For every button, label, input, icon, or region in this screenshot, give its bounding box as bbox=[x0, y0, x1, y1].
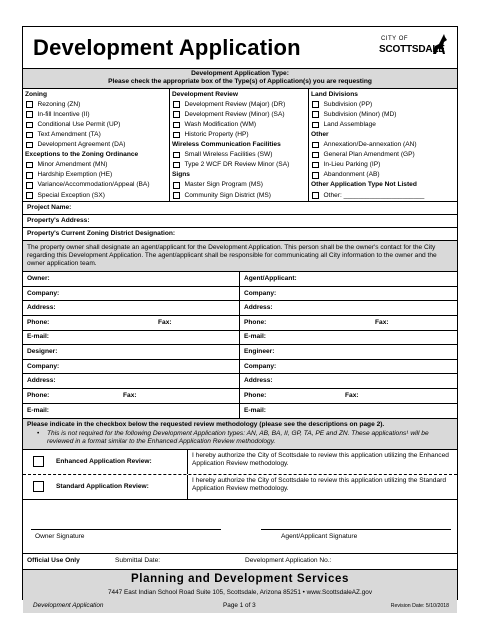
contact-field[interactable] bbox=[240, 374, 457, 389]
type-checkbox[interactable] bbox=[173, 192, 180, 199]
logo-name-text: SCOTTSDALE bbox=[379, 44, 445, 55]
type-group-label: Wireless Communication Facilities bbox=[172, 141, 281, 149]
contact-field-label: Owner: bbox=[27, 275, 50, 283]
type-option bbox=[309, 160, 457, 170]
type-option-label: Minor Amendment (MN) bbox=[37, 161, 108, 169]
type-checkbox[interactable] bbox=[312, 162, 319, 169]
type-option bbox=[23, 170, 169, 180]
contact-field-label: Engineer: bbox=[244, 348, 275, 356]
type-checkbox[interactable] bbox=[173, 122, 180, 129]
footer bbox=[23, 570, 457, 613]
type-option bbox=[309, 100, 457, 110]
contact-field[interactable] bbox=[23, 345, 239, 360]
type-option-label: Hardship Exemption (HE) bbox=[37, 171, 113, 179]
type-option-label: Development Review (Major) (DR) bbox=[184, 100, 286, 108]
contact-field-label: Phone: bbox=[27, 318, 50, 326]
enhanced-review-text: I hereby authorize the City of Scottsdale to review this application utilizing the Enhanced Application Review methodology. bbox=[187, 450, 457, 474]
page-number: Page 1 of 3 bbox=[223, 601, 256, 609]
type-option-label: Type 2 WCF DR Review Minor (SA) bbox=[184, 161, 290, 169]
type-checkbox[interactable] bbox=[312, 142, 319, 149]
type-option bbox=[23, 120, 169, 130]
type-checkbox[interactable] bbox=[26, 172, 33, 179]
type-option-label: Special Exception (SX) bbox=[37, 191, 105, 199]
owner-contact-column bbox=[23, 272, 240, 418]
contact-field-label: Address: bbox=[244, 304, 273, 312]
enhanced-review-label: Enhanced Application Review: bbox=[56, 457, 152, 465]
type-checkbox[interactable] bbox=[26, 101, 33, 108]
property-address-field[interactable]: Property's Address: bbox=[23, 215, 457, 228]
contact-field-label: Company: bbox=[27, 362, 60, 370]
type-column-zoning bbox=[23, 89, 170, 200]
type-option bbox=[23, 100, 169, 110]
contact-field-label: E-mail: bbox=[27, 406, 49, 414]
contact-field-label: E-mail: bbox=[244, 406, 266, 414]
type-option bbox=[309, 190, 457, 200]
type-option bbox=[23, 160, 169, 170]
contact-field-label: E-mail: bbox=[27, 333, 49, 341]
type-option bbox=[170, 180, 308, 190]
type-option bbox=[170, 190, 308, 200]
type-checkbox[interactable] bbox=[312, 172, 319, 179]
application-type-table bbox=[23, 89, 457, 201]
contact-field[interactable] bbox=[240, 331, 457, 346]
type-checkbox[interactable] bbox=[26, 142, 33, 149]
type-option bbox=[309, 110, 457, 120]
scottsdale-logo bbox=[379, 32, 449, 64]
type-option bbox=[170, 150, 308, 160]
standard-review-text: I hereby authorize the City of Scottsdale to review this application utilizing the Standard Application Review methodology. bbox=[187, 475, 457, 499]
contact-field[interactable] bbox=[23, 287, 239, 302]
type-group-heading bbox=[23, 150, 169, 160]
standard-review-label: Standard Application Review: bbox=[56, 482, 149, 490]
contact-field[interactable] bbox=[240, 316, 457, 331]
type-checkbox[interactable] bbox=[26, 132, 33, 139]
type-checkbox[interactable] bbox=[173, 152, 180, 159]
type-option-label: Rezoning (ZN) bbox=[37, 100, 81, 108]
title-bar bbox=[23, 27, 457, 69]
contact-field[interactable] bbox=[23, 360, 239, 375]
type-checkbox[interactable] bbox=[312, 101, 319, 108]
type-option-label: Small Wireless Facilities (SW) bbox=[184, 151, 273, 159]
contact-field[interactable] bbox=[240, 345, 457, 360]
type-column-land-divisions bbox=[309, 89, 457, 200]
type-group-label: Other bbox=[311, 130, 329, 138]
type-option bbox=[309, 150, 457, 160]
type-option-label: Master Sign Program (MS) bbox=[184, 181, 263, 189]
type-option-label: Text Amendment (TA) bbox=[37, 130, 101, 138]
form-name: Development Application bbox=[33, 601, 104, 609]
type-checkbox[interactable] bbox=[26, 192, 33, 199]
type-option-label: Conditional Use Permit (UP) bbox=[37, 120, 121, 128]
agent-signature-line[interactable] bbox=[261, 529, 451, 530]
contact-field-label: Address: bbox=[27, 377, 56, 385]
type-group-heading bbox=[170, 89, 308, 99]
agent-notice: The property owner shall designate an agent/applicant for the Development Application. This person shall be the owner's contact for the City regarding this Development Application. The agent/applicant shall be responsible for communicating all City information to the owner and the owner application team. bbox=[23, 241, 457, 273]
fax-label: Fax: bbox=[158, 318, 172, 326]
type-option bbox=[170, 130, 308, 140]
contact-field-label: E-mail: bbox=[244, 333, 266, 341]
contact-field-label: Phone: bbox=[27, 391, 50, 399]
fax-label: Fax: bbox=[123, 391, 137, 399]
contact-field-label: Company: bbox=[27, 289, 60, 297]
type-column-development-review bbox=[170, 89, 309, 200]
owner-signature-line[interactable] bbox=[31, 529, 221, 530]
type-group-label: Zoning bbox=[25, 90, 47, 98]
type-group-label: Exceptions to the Zoning Ordinance bbox=[25, 151, 139, 159]
type-group-label: Signs bbox=[172, 171, 190, 179]
revision-date: Revision Date: 5/10/2018 bbox=[390, 602, 449, 609]
type-option-label: Development Review (Minor) (SA) bbox=[184, 110, 285, 118]
type-group-heading bbox=[23, 89, 169, 99]
type-checkbox[interactable] bbox=[312, 152, 319, 159]
type-option-label: In-fill Incentive (II) bbox=[37, 110, 90, 118]
contact-field-label: Agent/Applicant: bbox=[244, 275, 297, 283]
type-group-heading bbox=[170, 140, 308, 150]
zoning-designation-field[interactable]: Property's Current Zoning District Designation: bbox=[23, 228, 457, 241]
type-option-label: Development Agreement (DA) bbox=[37, 141, 126, 149]
type-option bbox=[23, 110, 169, 120]
type-checkbox[interactable] bbox=[26, 162, 33, 169]
type-option bbox=[170, 120, 308, 130]
contact-field[interactable] bbox=[23, 272, 239, 287]
type-group-label: Other Application Type Not Listed bbox=[311, 181, 417, 189]
type-checkbox[interactable] bbox=[26, 122, 33, 129]
contact-field-label: Address: bbox=[27, 304, 56, 312]
type-option-label: In-Lieu Parking (IP) bbox=[323, 161, 381, 169]
type-option-label: Subdivision (PP) bbox=[323, 100, 373, 108]
type-checkbox[interactable] bbox=[173, 132, 180, 139]
review-method-note: • This is not required for the following Development Application types: AN, AB, BA, II, GP, TA, PE and ZN. These applications¹ will be reviewed in a format similar to the Enhanced Application Review methodology. bbox=[39, 430, 453, 447]
type-checkbox[interactable] bbox=[173, 162, 180, 169]
enhanced-review-row bbox=[23, 450, 457, 475]
type-checkbox[interactable] bbox=[173, 101, 180, 108]
type-group-heading bbox=[309, 180, 457, 190]
signature-area bbox=[23, 500, 457, 554]
official-use-row bbox=[23, 554, 457, 570]
contact-field[interactable] bbox=[240, 360, 457, 375]
type-option-label: Variance/Accommodation/Appeal (BA) bbox=[37, 181, 150, 189]
type-option-label: Abandonment (AB) bbox=[323, 171, 380, 179]
type-checkbox[interactable] bbox=[312, 192, 319, 199]
type-option-label: Other: ______________________ bbox=[323, 191, 425, 199]
type-group-heading bbox=[309, 130, 457, 140]
type-option bbox=[309, 140, 457, 150]
type-option-label: General Plan Amendment (GP) bbox=[323, 151, 415, 159]
contact-field-label: Company: bbox=[244, 289, 277, 297]
submittal-date-label: Submittal Date: bbox=[115, 557, 161, 565]
contact-field-label: Company: bbox=[244, 362, 277, 370]
contact-field-label: Phone: bbox=[244, 318, 267, 326]
contact-field-label: Address: bbox=[244, 377, 273, 385]
type-option bbox=[23, 190, 169, 200]
type-option-label: Land Assemblage bbox=[323, 120, 376, 128]
type-option bbox=[170, 100, 308, 110]
owner-signature-label: Owner Signature bbox=[35, 532, 85, 540]
type-group-label: Land Divisions bbox=[311, 90, 358, 98]
contact-field[interactable] bbox=[23, 389, 239, 404]
standard-review-checkbox[interactable] bbox=[33, 481, 44, 492]
type-option-label: Wash Modification (WM) bbox=[184, 120, 257, 128]
fax-label: Fax: bbox=[345, 391, 359, 399]
type-option-label: Historic Property (HP) bbox=[184, 130, 249, 138]
department-address: 7447 East Indian School Road Suite 105, Scottsdale, Arizona 85251 • www.ScottsdaleAZ.gov bbox=[107, 588, 373, 596]
type-option bbox=[309, 120, 457, 130]
contact-field[interactable] bbox=[240, 389, 457, 404]
review-method-heading: Please indicate in the checkbox below the requested review methodology (please see the descriptions on page 2). • This is not required for the following Development Application types: AN, AB, BA, II, GP, TA, PE and ZN. These applications¹ will be reviewed in a format similar to the Enhanced Application Review methodology. bbox=[23, 419, 457, 450]
application-form bbox=[22, 26, 458, 609]
logo-city-text: CITY OF bbox=[381, 36, 409, 42]
page-title: Development Application bbox=[33, 35, 301, 60]
contact-field[interactable] bbox=[23, 316, 239, 331]
agent-contact-column bbox=[240, 272, 457, 418]
type-checkbox[interactable] bbox=[312, 122, 319, 129]
department-name: Planning and Development Services bbox=[131, 572, 349, 585]
type-checkbox[interactable] bbox=[173, 182, 180, 189]
fax-label: Fax: bbox=[375, 318, 389, 326]
type-option bbox=[309, 170, 457, 180]
application-type-heading: Development Application Type: Please check the appropriate box of the Type(s) of Application(s) you are requesting bbox=[23, 69, 457, 89]
enhanced-review-checkbox[interactable] bbox=[33, 456, 44, 467]
type-option bbox=[170, 110, 308, 120]
type-checkbox[interactable] bbox=[26, 111, 33, 118]
horse-rider-icon bbox=[429, 32, 449, 56]
type-option bbox=[23, 140, 169, 150]
contact-field[interactable] bbox=[240, 287, 457, 302]
type-checkbox[interactable] bbox=[26, 182, 33, 189]
type-group-heading bbox=[170, 170, 308, 180]
type-group-heading bbox=[309, 89, 457, 99]
official-use-label: Official Use Only bbox=[27, 557, 80, 565]
type-checkbox[interactable] bbox=[312, 111, 319, 118]
type-group-label: Development Review bbox=[172, 90, 238, 98]
type-checkbox[interactable] bbox=[173, 111, 180, 118]
standard-review-row bbox=[23, 475, 457, 500]
contact-field[interactable] bbox=[23, 374, 239, 389]
contact-field[interactable] bbox=[23, 404, 239, 419]
contact-field-label: Phone: bbox=[244, 391, 267, 399]
type-option bbox=[23, 130, 169, 140]
contact-field[interactable] bbox=[240, 272, 457, 287]
type-option bbox=[23, 180, 169, 190]
type-option-label: Annexation/De-annexation (AN) bbox=[323, 141, 417, 149]
type-option-label: Subdivision (Minor) (MD) bbox=[323, 110, 397, 118]
contacts-grid bbox=[23, 272, 457, 419]
project-name-field[interactable]: Project Name: bbox=[23, 202, 457, 215]
agent-signature-label: Agent/Applicant Signature bbox=[281, 532, 358, 540]
contact-field-label: Designer: bbox=[27, 348, 58, 356]
contact-field[interactable] bbox=[23, 301, 239, 316]
application-number-label: Development Application No.: bbox=[245, 557, 332, 565]
type-option bbox=[170, 160, 308, 170]
contact-field[interactable] bbox=[240, 404, 457, 419]
contact-field[interactable] bbox=[23, 331, 239, 346]
type-option-label: Community Sign District (MS) bbox=[184, 191, 271, 199]
contact-field[interactable] bbox=[240, 301, 457, 316]
